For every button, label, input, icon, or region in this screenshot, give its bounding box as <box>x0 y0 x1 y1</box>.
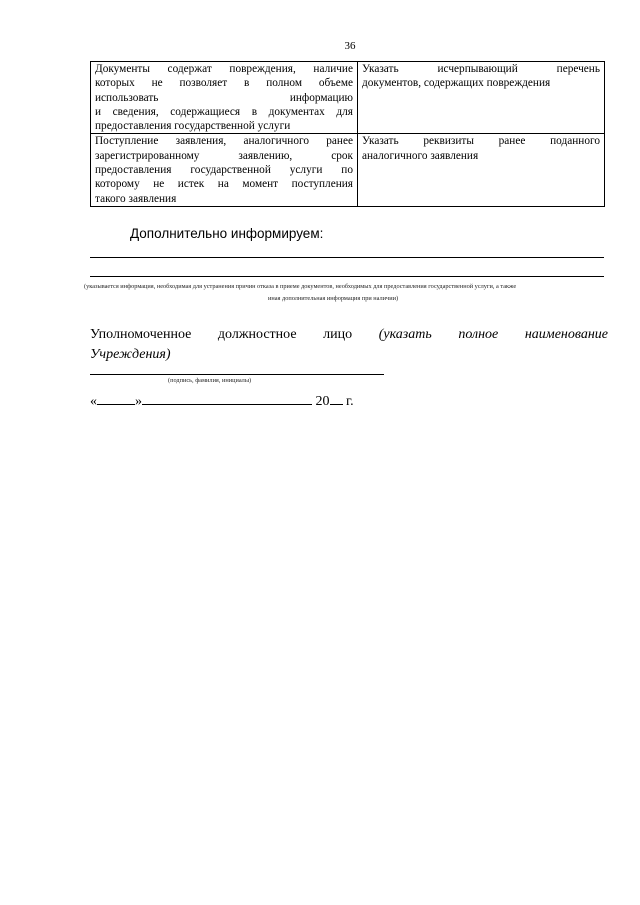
date-close-quote: » <box>135 394 142 409</box>
cell-line: Указать исчерпывающий перечень <box>362 63 600 75</box>
table-cell-reason <box>91 62 358 134</box>
official-word: должностное <box>217 327 297 342</box>
cell-line: такого заявления <box>95 192 177 205</box>
cell-line: Поступление заявления, аналогичного ранее <box>95 135 353 148</box>
date-open-quote: « <box>90 394 97 409</box>
official-word: (указать <box>378 327 432 342</box>
year-prefix: 20 <box>315 394 330 409</box>
table-cell-reason <box>91 134 358 206</box>
institution-name: Учреждения) <box>90 347 171 362</box>
fill-in-line <box>90 257 604 258</box>
cell-line: Указать реквизиты ранее поданного <box>362 135 600 148</box>
authorized-official-block <box>90 325 608 365</box>
signature-note: (подпись, фамилия, инициалы) <box>168 377 252 384</box>
fill-in-line <box>90 276 604 277</box>
table-cell-explanation <box>358 62 605 134</box>
official-word: Уполномоченное <box>90 327 192 342</box>
year-suffix: г. <box>346 394 354 409</box>
official-word: наименование <box>524 327 608 342</box>
additional-info-note: иная дополнительная информация при наличии) <box>268 295 399 302</box>
additional-info-note: (указывается информация, необходимая для устранения причин отказа в приеме документов, необходимых для предоставления государственной услуги, а также <box>84 283 517 290</box>
cell-line: предоставления государственной услуги <box>95 120 291 133</box>
cell-line: аналогичного заявления <box>362 149 479 162</box>
date-field <box>90 391 354 410</box>
cell-line: предоставления государственной услуги по <box>95 164 353 177</box>
cell-line: документов, содержащих повреждения <box>362 77 551 90</box>
month-blank <box>142 391 312 405</box>
year-blank <box>330 391 343 405</box>
additional-info-label: Дополнительно информируем: <box>130 226 324 241</box>
signature-line <box>90 374 384 375</box>
cell-line: и сведения, содержащиеся в документах для <box>95 105 353 118</box>
cell-line: которому не истек на момент поступления <box>95 178 353 191</box>
official-word: полное <box>458 327 499 342</box>
page-number: 36 <box>344 40 356 52</box>
table-row <box>91 134 605 206</box>
cell-line: Документы содержат повреждения, наличие <box>95 63 353 75</box>
table-cell-explanation <box>358 134 605 206</box>
cell-line: зарегистрированному заявлению, срок <box>95 149 353 162</box>
cell-line: использовать информацию <box>95 91 353 104</box>
official-word: лицо <box>323 327 353 342</box>
table-row <box>91 62 605 134</box>
refusal-reasons-table <box>90 61 605 207</box>
day-blank <box>97 391 135 405</box>
cell-line: которых не позволяет в полном объеме <box>95 77 353 90</box>
